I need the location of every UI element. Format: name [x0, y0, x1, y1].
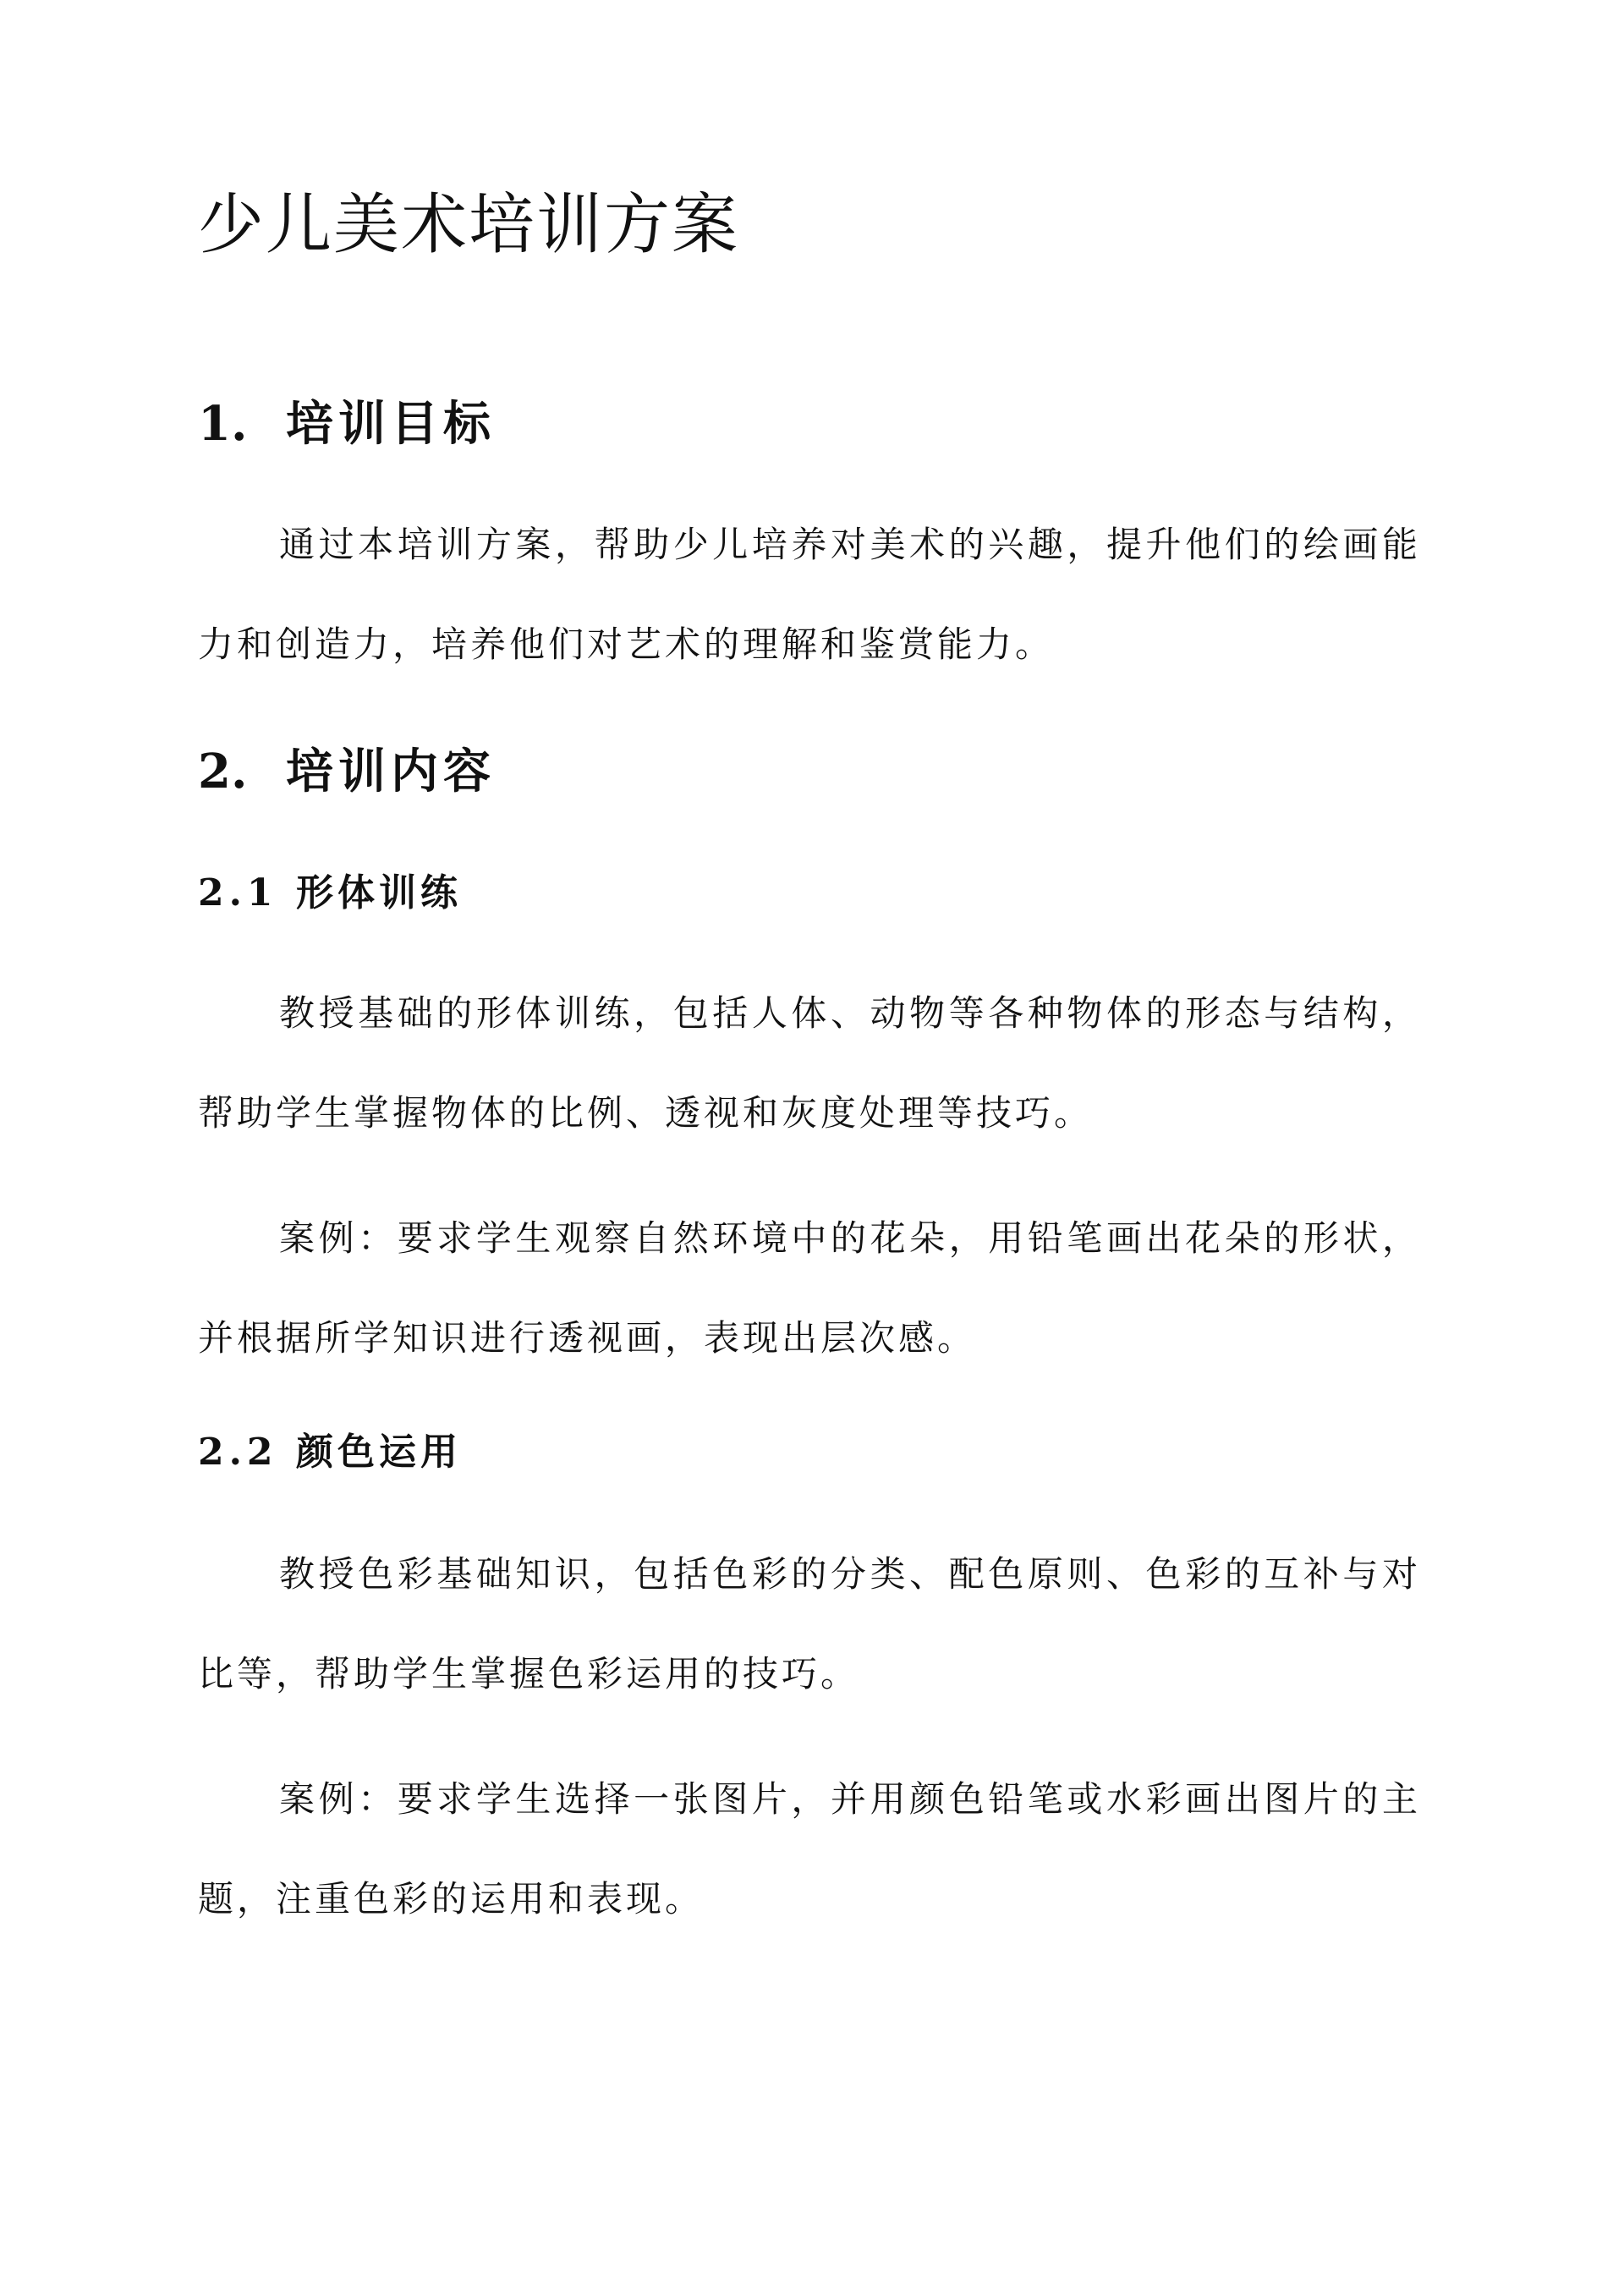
paragraph-training-goals: 通过本培训方案，帮助少儿培养对美术的兴趣，提升他们的绘画能力和创造力，培养他们对艺术的理解和鉴赏能力。 — [198, 524, 1421, 666]
document-body — [198, 186, 1421, 1949]
paragraph-color-usage-example: 案例：要求学生选择一张图片，并用颜色铅笔或水彩画出图片的主题，注重色彩的运用和表现。 — [198, 1777, 1421, 1920]
section-number: 2. — [198, 744, 248, 800]
section-title: 培训目标 — [286, 396, 496, 452]
subsection-number: 2.2 — [198, 1431, 278, 1475]
document-title: 少儿美术培训方案 — [198, 187, 740, 263]
subsection-title: 颜色运用 — [296, 1431, 462, 1475]
paragraph-form-training-description: 教授基础的形体训练，包括人体、动物等各种物体的形态与结构，帮助学生掌握物体的比例、透视和灰度处理等技巧。 — [198, 992, 1421, 1134]
section-heading-training-content — [198, 744, 1421, 800]
subsection-heading-color-usage — [198, 1431, 1421, 1475]
subsection-title: 形体训练 — [296, 871, 462, 915]
section-number: 1. — [198, 396, 248, 452]
subsection-heading-form-training — [198, 871, 1421, 916]
section-title: 培训内容 — [286, 744, 496, 800]
paragraph-color-usage-description: 教授色彩基础知识，包括色彩的分类、配色原则、色彩的互补与对比等，帮助学生掌握色彩运用的技巧。 — [198, 1552, 1421, 1695]
paragraph-form-training-example: 案例：要求学生观察自然环境中的花朵，用铅笔画出花朵的形状，并根据所学知识进行透视画，表现出层次感。 — [198, 1217, 1421, 1359]
section-heading-training-goals — [198, 396, 1421, 453]
subsection-number: 2.1 — [198, 871, 278, 915]
